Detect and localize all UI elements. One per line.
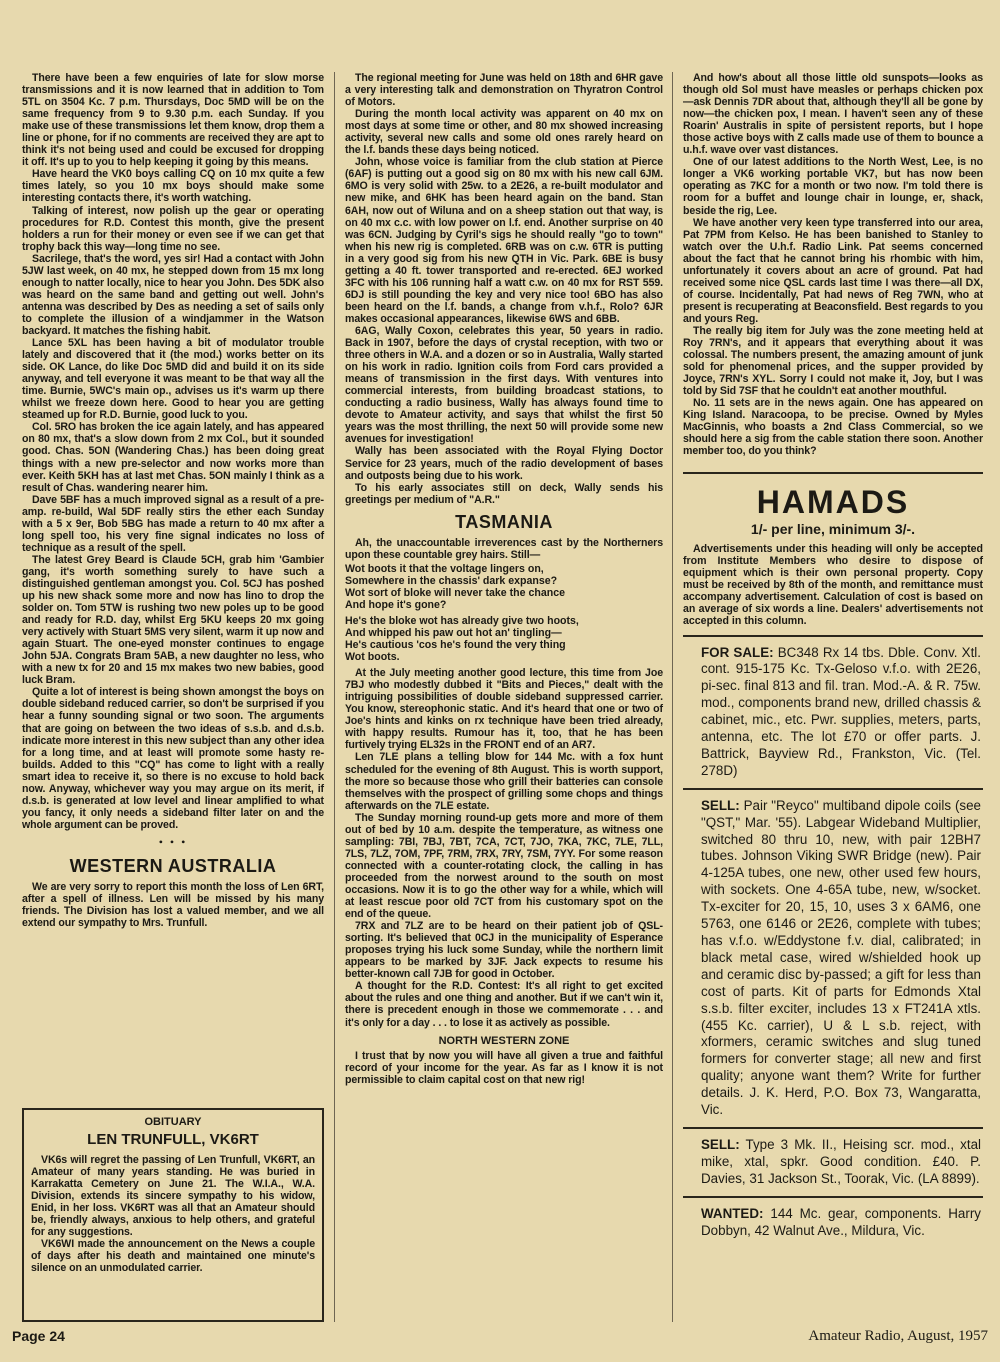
hamads-title: HAMADS — [756, 483, 910, 520]
verse-line: And hope it's gone? — [345, 598, 447, 611]
verse-line: Wot boots. — [345, 651, 400, 664]
paragraph: Quite a lot of interest is being shown amongst the boys on double sideband reduced carrier, so don't be surprised if you hear a funny sounding signal or two soon. The arguments that are going on between the two ideas of s.s.b. and d.s.b. indicate more interest in this new subject than any other idea for a long time, and at least will promote some hasty re-builds. Added to this "CQ" has come to light with a really smart idea to receive it, so there is no excuse to hold back now. Anyway, whichever way you may argue on its merit, if d.s.b. is generated at low level and linear amplified to what you fancy, it only needs a sideband filter later on and the whole argument can be proved. — [22, 686, 324, 831]
paragraph: Sacrilege, that's the word, yes sir! Had a contact with John 5JW last week, on 40 mx, he stepped down from 15 mx long enough to natter locally, nice to hear you John. Des 5DK also was heard on the same band and getting out well. John's antenna was described by Des as needing a set of sails only to complete the illusion of a windjammer in the Watson backyard. It matches the fishing habit. — [22, 252, 324, 337]
paragraph: No. 11 sets are in the news again. One has appeared on King Island. Naracoopa, to be precise. Owned by Myles MacGinnis, who boasts a 2nd Class Commercial, so we should here a sig from the cable station there soon. Another member too, do you think? — [683, 397, 983, 458]
obituary-name: LEN TRUNFULL, VK6RT — [87, 1131, 259, 1148]
verse-line: Somewhere in the chassis' dark expanse? — [345, 574, 558, 587]
paragraph: 6AG, Wally Coxon, celebrates this year, 50 years in radio. Back in 1907, before the days of crystal reception, with two or three others in W.A. and a dozen or so in Australia, Wally started on his work in radio. Ignition coils from Ford cars provided a means of transmission in the first days. With ventures into commercial interests, from building broadcast stations, to conducting a radio business, Wally has always found time to devote to Amateur activity, and says that whilst the first 50 years was the most thrilling, the next 50 will provide some new avenues for investigation! — [345, 324, 663, 446]
paragraph: To his early associates still on deck, Wally sends his greetings per medium of "A.R." — [345, 481, 663, 506]
ad-text: BC348 Rx 14 tbs. Dble. Conv. Xtl. cont. 915-175 Kc. Tx-Geloso v.f.o. with 2E26, pi-sec. final 813 and fil. tran. Mod.-A. & R. 75w. mod., components brand new, drilled chassis & cabinet, mic., etc. Pwr. supplies, meters, parts, antenna, etc. The lot £70 or offer parts. J. Battrick, Bayview Rd., Frankston, Vic. (Tel. 278D) — [701, 644, 981, 778]
paragraph: And how's about all those little old sunspots—looks as though old Sol must have measles or perhaps chicken pox—ask Dennis 7DR about that, although they'll all be gone by now—the chicken pox, I mean. I haven't seen any of these Roarin' Australis in spite of persistent reports, but I hope those active boys with Z calls made use of them to bounce a u.h.f. wave over vast distances. — [683, 72, 983, 157]
paragraph: Dave 5BF has a much improved signal as a result of a pre-amp. re-build, Wal 5DF really stirs the ether each Sunday with a 5 x 9er, Bob 5BG has made a return to 40 mx after a long spell too, his very fine signal indicates no loss of technique as a result of the spell. — [22, 493, 324, 554]
paragraph: I trust that by now you will have all given a true and faithful record of your income for the year. As far as I know it is not permissible to claim capital cost on that new rig! — [345, 1049, 663, 1086]
paragraph: Ah, the unaccountable irreverences cast by the Northerners upon these countable grey hairs. Still— — [345, 536, 663, 561]
column-2 — [345, 72, 663, 1086]
obituary-heading: OBITUARY — [144, 1116, 202, 1128]
column-3 — [683, 72, 983, 1248]
section-title-north-western-zone: NORTH WESTERN ZONE — [438, 1034, 570, 1047]
ad-lead: SELL: — [701, 797, 740, 813]
ad-text: 144 Mc. gear, components. Harry Dobbyn, 42 Walnut Ave., Mildura, Vic. — [701, 1205, 981, 1238]
ad-lead: WANTED: — [701, 1205, 764, 1221]
paragraph: At the July meeting another good lecture, this time from Joe 7BJ who modestly dubbed it "Bits and Pieces," dealt with the intriguing possibilities of double sideband suppressed carrier. You know, stereophonic static. And it's heard that one or two of Joe's hints and kinks on rx technique have been tried already, with happy results. Rumour has it, too, that he has been furtively trying EL32s in the FRONT end of an AR7. — [345, 667, 663, 752]
ad-lead: SELL: — [701, 1136, 740, 1152]
ad-text: Pair "Reyco" multiband dipole coils (see "QST," Mar. '55). Labgear Wideband Multiplier, switched 80 thru 10, new, with pair 12BH7 tubes. Johnson Viking SWR Bridge (new). Pair 4-125A tubes, one new, other used few hours, with sockets. One 4-65A tube, new, w/socket. Tx-exciter for 20, 15, 10, uses 3 x 6AM6, one 5763, one 6146 or 2E26, complete with tubes; has v.f.o. w/Eddystone f.v. dial, calibrated; in black metal case, wired w/shielded hook up and ceramic disc by-passed; a gift for less than cost of parts. Kit of parts for Edmonds Xtal s.s.b. filter exciter, includes 13 x FT241A xtls. (455 Kc. carrier), U & L s.b. reject, with xformers, ceramic switches and slug tuned formers for converter stage; all new and first quality; anyone want them? Write for further details. J. K. Herd, P.O. Box 73, Wangaratta, Vic. — [701, 797, 981, 1118]
paragraph: Wally has been associated with the Royal Flying Doctor Service for 23 years, much of the radio development of bases and outposts being due to his work. — [345, 445, 663, 482]
ad-lead: FOR SALE: — [701, 644, 774, 660]
verse — [345, 563, 663, 611]
paragraph: The really big item for July was the zone meeting held at Roy 7RN's, and it appears that everything about it was colossal. The numbers present, the amazing amount of junk sold for phenomenal prices, and the supper provided by Joyce, 7RN's XYL. Sorry I could not make it, Joy, but I was told by Sid 7SF that he couldn't eat another mouthful. — [683, 324, 983, 398]
verse-line: Wot boots it that the voltage lingers on, — [345, 562, 544, 575]
classified-ad — [683, 1127, 983, 1196]
paragraph: Col. 5RO has broken the ice again lately, and has appeared on 80 mx, that's a slow down from 2 mx Col., but it sounded good. Chas. 5ON (Wandering Chas.) has been doing great things with a new pre-selector and now works more than ever. Keith 5KH has at last met Chas. 5ON mainly I think as a result of Chas. wandering nearer him. — [22, 421, 324, 494]
hamads-rate: 1/- per line, minimum 3/-. — [750, 520, 916, 537]
paragraph: There have been a few enquiries of late for slow morse transmissions and it is now learned that in addition to Tom 5TL on 3504 Kc. 7 p.m. Thursdays, Doc 5MD will be on the same frequency from 9 to 9.30 p.m. each Sunday. If you make use of these transmissions let them know, drop them a line or phone, for if no comments are received they are apt to think it's not being used and could be excused for dropping it off. It's up to you to help keeping it going by this means. — [22, 72, 324, 169]
paragraph: 7RX and 7LZ are to be heard on their patient job of QSL-sorting. It's believed that 0CJ in the municipality of Esperance proposes trying his luck some Sunday, while the northern limit appears to be marked by 3JF. Jack expects to resume his better-known call 7JB for good in October. — [345, 920, 663, 981]
paragraph: The regional meeting for June was held on 18th and 6HR gave a very interesting talk and demonstration on Thyratron Control of Motors. — [345, 72, 663, 109]
paragraph: During the month local activity was apparent on 40 mx on most days at some time or other, and 80 mx showed increasing activity, several new calls and some old ones rarely heard on the l.f. bands these days being noticed. — [345, 108, 663, 157]
paragraph: Len 7LE plans a telling blow for 144 Mc. with a fox hunt scheduled for the evening of 8th August. This is worth support, the more so because those who grill their batteries can console themselves with the prospect of grilling some chops and things afterwards on the 7LE estate. — [345, 751, 663, 812]
classified-ad — [683, 635, 983, 788]
obituary-box — [22, 1108, 324, 1322]
column-rule — [334, 72, 335, 1322]
section-title-tasmania: TASMANIA — [455, 511, 553, 532]
verse-line: Wot sort of bloke will never take the chance — [345, 586, 565, 599]
issue-line: Amateur Radio, August, 1957 — [808, 1328, 988, 1344]
column-rule — [672, 72, 673, 1322]
paragraph: VK6s will regret the passing of Len Trunfull, VK6RT, an Amateur of many years standing. He was buried in Karrakatta Cemetery on June 21. The W.I.A., W.A. Division, extends its sincere sympathy to his widow, Enid, in her loss. VK6RT was all that an Amateur should be, friendly always, anxious to help others, and grateful for any suggestions. — [31, 1154, 315, 1239]
hamads-note: Advertisements under this heading will only be accepted from Institute Members who desire to dispose of equipment which is their own personal property. Copy must be received by 8th of the month, and remittance must accompany advertisement. Calculation of cost is based on an average of six words a line. Dealers' advertisements not accepted in this column. — [683, 542, 983, 627]
verse-line: He's cautious 'cos he's found the very thing — [345, 639, 566, 652]
page-number: Page 24 — [12, 1328, 65, 1344]
paragraph: The Sunday morning round-up gets more and more of them out of bed by 10 a.m. despite the temperature, as witness one sampling: 7BI, 7BJ, 7BT, 7CA, 7CT, 7JO, 7KA, 7KC, 7LE, 7LL, 7LS, 7LZ, 7OM, 7PF, 7RM, 7RX, 7RY, 7SM, 7YY. For some reason connected with a counter-rotating clock, the calling in has proceeded from the norwest around to the south on most occasions. Now it is to go the other way for a while, which will at least rescue poor old 7CT from his customary spot on the end of the queue. — [345, 811, 663, 921]
section-title-western-australia: WESTERN AUSTRALIA — [69, 855, 277, 876]
paragraph: A thought for the R.D. Contest: It's all right to get excited about the rules and one thing and another. But if we can't win it, there is precedent enough in those we commemorate . . . and it's only for a day . . . to lose it as actively as possible. — [345, 980, 663, 1029]
hamads-section — [683, 472, 983, 1248]
classified-ad — [683, 788, 983, 1127]
ad-text: Type 3 Mk. II., Heising scr. mod., xtal mike, xtal, spkr. Good condition. £40. P. Davies, 31 Jackson St., Toorak, Vic. (LA 8899). — [701, 1136, 981, 1186]
verse-line: And whipped his paw out hot an' tingling— — [345, 627, 562, 640]
paragraph: We are very sorry to report this month the loss of Len 6RT, after a spell of illness. Len will be missed by his many friends. The Division has lost a valued member, and we all extend our sympathy to Mrs. Trunfull. — [22, 880, 324, 930]
paragraph: Have heard the VK0 boys calling CQ on 10 mx quite a few times lately, so you 10 mx boys should make some interesting contacts there, it's worth watching. — [22, 168, 324, 205]
paragraph: The latest Grey Beard is Claude 5CH, grab him 'Gambier gang, it's worth something surely to have such a distinguished gentleman amongst you. Col. 5CJ has poshed up his new shack some more and now has lino to drop the solder on. Tom 5TW is rushing two new poles up to be good and ready for R.D. day, whilst Erg 5KU keeps 20 mx going very actively with Stuart 5MS very silent, warm it up now and again Stuart. The one-eyed monster continues to engage John 5JA. Congrats Bram 5AB, a new daughter no less, who with a new tx for 20 and 15 mx makes two new babies, good luck Bram. — [22, 553, 324, 687]
paragraph: We have another very keen type transferred into our area, Pat 7PM from Kelso. He has been banished to Stanley to watch over the U.h.f. Radio Link. Pat seems concerned about the fact that he cannot bring his rhombic with him, unfortunately it covers about an acre of ground. Pat had received some nice QSL cards last time I was there—all DX, of course. Incidentally, Pat had news of Reg 7WN, who at present is recuperating at Beaconsfield. Best regards to you and yours Reg. — [683, 216, 983, 325]
paragraph: John, whose voice is familiar from the club station at Pierce (6AF) is putting out a good sig on 80 mx with his new call 6JM. 6MO is very solid with 25w. to a 2E26, a re-built modulator and new mike, and 6HK has been heard again on the band. Stan 6AH, now out of Wiluna and on a sheep station out that way, is on 40 mx c.c. with low power on l.f. end. Another surprise on 40 was 6CN. Judging by Cyril's sigs he should really "go to town" when his new rig is completed. 6RB was on c.w. 6TR is putting in a very good sig from his new QTH in Vic. Park. 6BE is busy getting a 40 ft. tower transported and re-erected. 6EJ worked 3FC with his 106 running half a watt c.w. on 40 mx for RST 559. 6DJ is still pounding the key and very nice too! 6BO has also been heard on the l.f. bands, a change from v.h.f., Rolo? 6JR makes occasional appearances, likewise 6WS and 6BB. — [345, 156, 663, 325]
verse — [345, 615, 663, 663]
paragraph: Lance 5XL has been having a bit of modulator trouble lately and discovered that it (the mod.) works better on its side. OK Lance, do like Doc 5MD did and build it on its side anyway, and tell everyone it was meant to be that way all the time. Burnie, 5WC's main op., advises us it's warm up there whilst we freeze down here. Good to hear you are getting steamed up for R.D. Burnie, good luck to you. — [22, 337, 324, 422]
classified-ad — [683, 1196, 983, 1248]
section-divider: • • • — [158, 834, 188, 849]
paragraph: VK6WI made the announcement on the News a couple of days after his death and maintained one minute's silence on an unmodulated carrier. — [31, 1238, 315, 1275]
column-1 — [22, 72, 324, 929]
verse-line: He's the bloke wot has already give two hoots, — [345, 614, 579, 627]
paragraph: One of our latest additions to the North West, Lee, is no longer a VK6 working portable VK7, but has now been operating as 7KC for a month or two now. I'm told there is room for a buffet and lounge chair in lounge, er, shack, beside the rig, Lee. — [683, 156, 983, 217]
paragraph: Talking of interest, now polish up the gear or operating procedures for R.D. Contest this month, give the present holders a run for their money or even see if we can get that trophy back this way—long time no see. — [22, 204, 324, 253]
